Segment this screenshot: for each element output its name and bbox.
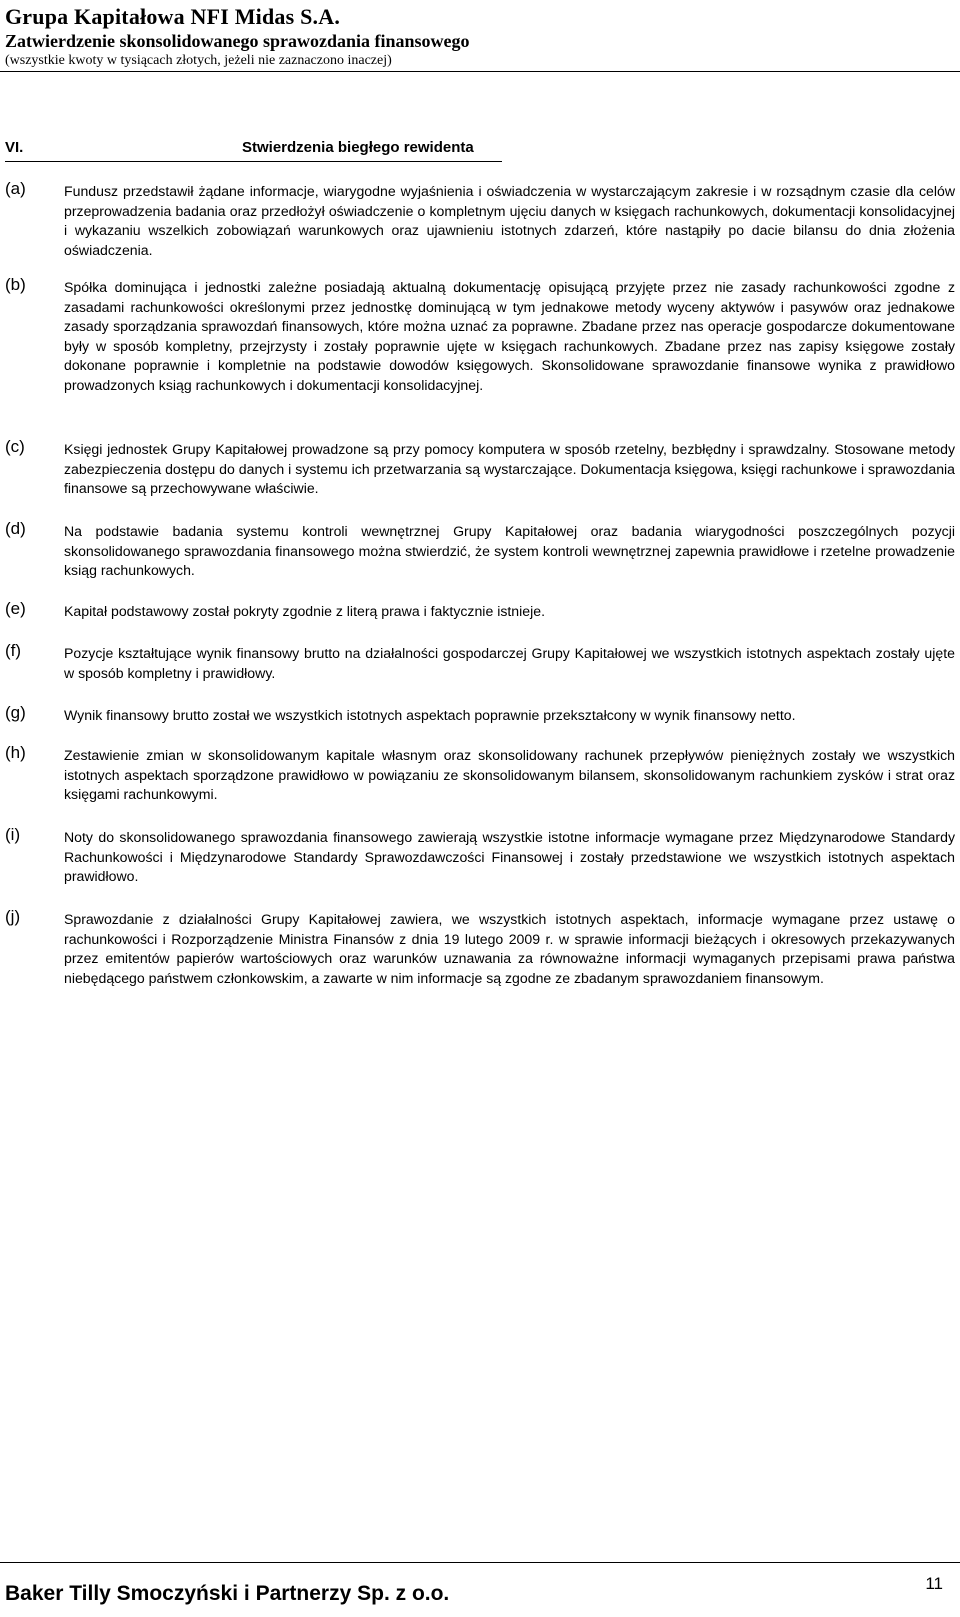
item-label: (d) (5, 519, 26, 538)
item-label: (f) (5, 641, 22, 660)
header-divider (0, 71, 960, 72)
section-title: Stwierdzenia biegłego rewidenta (242, 139, 474, 156)
company-title: Grupa Kapitałowa NFI Midas S.A. (5, 4, 341, 29)
section-heading (5, 139, 502, 162)
item-text: Księgi jednostek Grupy Kapitałowej prowadzone są przy pomocy komputera w sposób rzetelny, bezbłędny i sprawdzalny. Stosowane metody zabezpieczenia dostępu do danych i systemu ich przetwarzania są wystarczające. Dokumentacja księgowa, księgi rachunkowe i sprawozdania finansowe są przechowywane właściwie. (64, 441, 955, 497)
item-label: (c) (5, 437, 25, 456)
item-text: Kapitał podstawowy został pokryty zgodnie z literą prawa i faktycznie istnieje. (64, 603, 545, 619)
item-label: (i) (5, 825, 21, 844)
page-header (5, 4, 955, 70)
item-text: Noty do skonsolidowanego sprawozdania finansowego zawierają wszystkie istotne informacje wymagane przez Międzynarodowe Standardy Rachunkowości i Międzynarodowe Standardy Sprawozdawczości Finansowej i zostały przedstawione we wszystkich istotnych aspektach prawidłowo. (64, 829, 955, 885)
item-label: (h) (5, 743, 26, 762)
amounts-note: (wszystkie kwoty w tysiącach złotych, jeżeli nie zaznaczono inaczej) (5, 53, 392, 68)
footer-company: Baker Tilly Smoczyński i Partnerzy Sp. z o.o. (5, 1582, 450, 1605)
page-number: 11 (925, 1574, 943, 1593)
item-text: Spółka dominująca i jednostki zależne posiadają aktualną dokumentację opisującą przyjęte przez nie zasady rachunkowości zgodne z zasadami rachunkowości określonymi przez jednostkę dominującą w tym jednakowe metody wyceny aktywów i pasywów oraz jednakowe zasady sporządzania sprawozdań finansowych, które można uznać za poprawne. Zbadane przez nas operacje gospodarcze dokumentowane były w sposób kompletny, przejrzysty i zostały poprawnie ujęte w księgach rachunkowych. Zbadane przez nas zapisy księgowe zostały dokonane poprawnie i kompletnie na podstawie dowodów księgowych. Skonsolidowane sprawozdanie finansowe wynika z prawidłowo prowadzonych ksiąg rachunkowych i dokumentacji konsolidacyjnej. (64, 279, 955, 393)
section-number: VI. (5, 139, 24, 156)
item-label: (e) (5, 599, 26, 618)
item-text: Na podstawie badania systemu kontroli wewnętrznej Grupy Kapitałowej oraz badania wiarygodności poszczególnych pozycji skonsolidowanego sprawozdania finansowego można stwierdzić, że system kontroli wewnętrznej zapewnia prawidłowe i rzetelne prowadzenie ksiąg rachunkowych. (64, 523, 955, 579)
item-label: (b) (5, 275, 26, 294)
item-label: (g) (5, 703, 26, 722)
item-text: Wynik finansowy brutto został we wszystkich istotnych aspektach poprawnie przekształcony w wynik finansowy netto. (64, 707, 796, 723)
item-label: (a) (5, 179, 26, 198)
item-text: Fundusz przedstawił żądane informacje, wiarygodne wyjaśnienia i oświadczenia w wystarczającym zakresie i w rozsądnym czasie dla celów przeprowadzenia badania oraz przedłożył oświadczenie o kompletnym ujęciu danych w księgach rachunkowych, dokumentacji konsolidacyjnej i wykazaniu wszelkich zobowiązań warunkowych oraz ujawnieniu istotnych zdarzeń, które nastąpiły po dacie bilansu do dnia złożenia oświadczenia. (64, 183, 955, 258)
document-subtitle: Zatwierdzenie skonsolidowanego sprawozdania finansowego (5, 31, 470, 51)
item-label: (j) (5, 907, 21, 926)
footer-divider (0, 1562, 960, 1563)
item-text: Sprawozdanie z działalności Grupy Kapitałowej zawiera, we wszystkich istotnych aspektach, informacje wymagane przez ustawę o rachunkowości i Rozporządzenie Ministra Finansów z dnia 19 lutego 2009 r. w sprawie informacji bieżących i okresowych przekazywanych przez emitentów papierów wartościowych oraz warunków uznawania za równoważne informacji wymaganych przepisami prawa państwa niebędącego państwem członkowskim, a zawarte w nim informacje są zgodne ze zbadanym sprawozdaniem finansowym. (64, 911, 955, 986)
item-text: Zestawienie zmian w skonsolidowanym kapitale własnym oraz skonsolidowany rachunek przepływów pieniężnych zostały we wszystkich istotnych aspektach sporządzone prawidłowo w powiązaniu ze skonsolidowanym bilansem, skonsolidowanym rachunkiem zysków i strat oraz księgami rachunkowymi. (64, 747, 955, 803)
item-text: Pozycje kształtujące wynik finansowy brutto na działalności gospodarczej Grupy Kapitałowej we wszystkich istotnych aspektach zostały ujęte w sposób kompletny i prawidłowy. (64, 645, 955, 681)
